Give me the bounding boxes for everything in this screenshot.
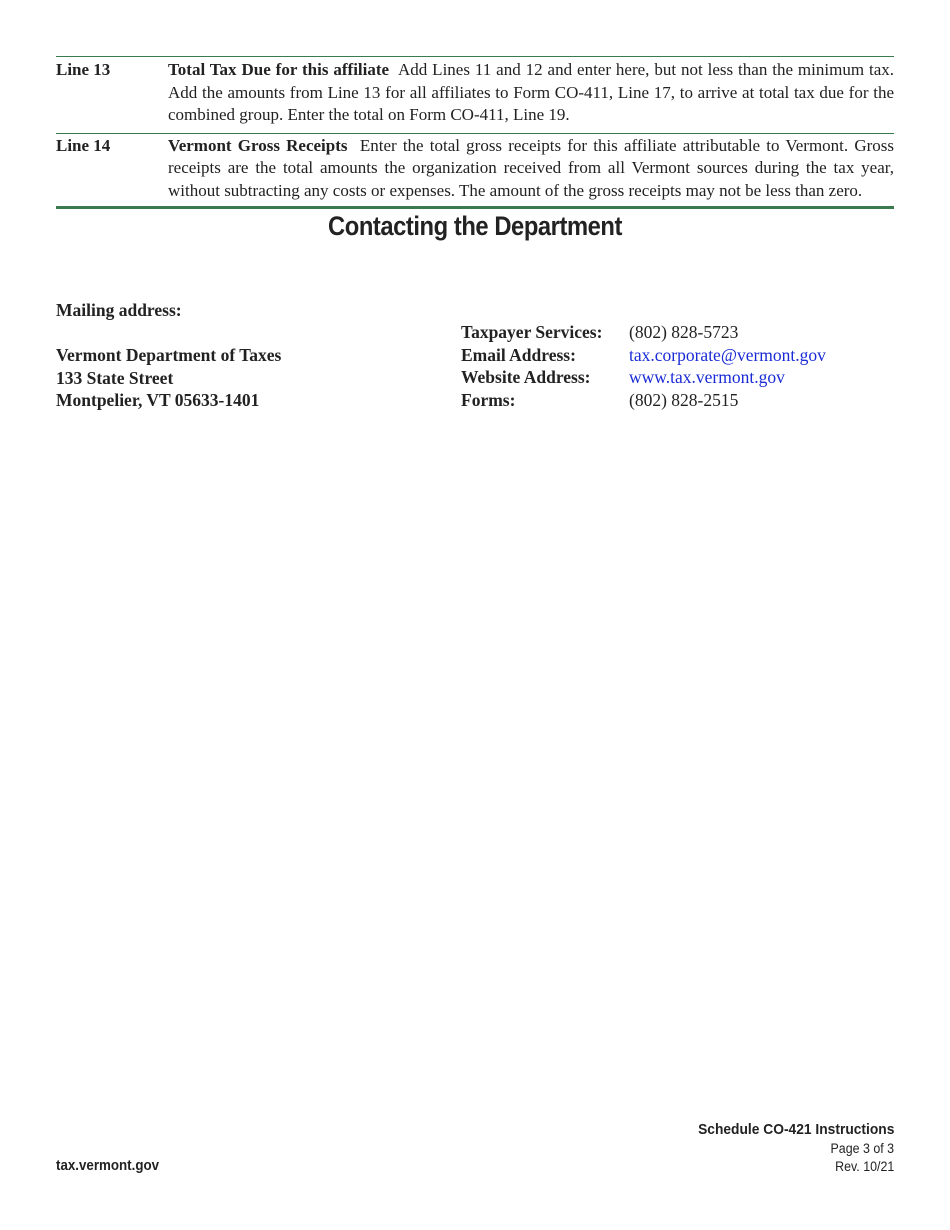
line-14-body: Enter the total gross receipts for this affiliate attributable to Vermont. Gross receipts are the total amounts the organization received from all Vermont sources during the tax year, without subtracting any costs or expenses. The amount of the gross receipts may not be less than zero.	[168, 135, 894, 200]
line-13-text	[168, 59, 894, 127]
taxpayer-services-row	[461, 321, 826, 344]
email-link[interactable]: tax.corporate@vermont.gov	[629, 344, 826, 365]
top-rule	[56, 56, 894, 57]
line-14-heading: Vermont Gross Receipts	[168, 135, 348, 155]
section-title: Contacting the Department	[328, 211, 622, 241]
footer-form-title: Schedule CO-421 Instructions	[697, 1121, 894, 1138]
line-13-body: Add Lines 11 and 12 and enter here, but not less than the minimum tax. Add the amounts from Line 13 for all affiliates to Form CO-411, Line 17, to arrive at total tax due for the combined group. Enter the total on Form CO-411, Line 19.	[168, 60, 894, 124]
line-14-text	[168, 135, 894, 203]
forms-value: (802) 828-2515	[629, 389, 739, 410]
line-14-rule	[56, 133, 894, 134]
address-line-3: Montpelier, VT 05633-1401	[56, 390, 260, 410]
email-row	[461, 344, 826, 367]
footer-website: tax.vermont.gov	[56, 1158, 160, 1174]
website-link[interactable]: www.tax.vermont.gov	[629, 367, 785, 387]
line-13-label: Line 13	[56, 60, 111, 79]
website-row	[461, 366, 826, 389]
section-rule	[56, 206, 894, 209]
address-line-2: 133 State Street	[56, 367, 174, 388]
footer-revision: Rev. 10/21	[834, 1159, 894, 1174]
mailing-label: Mailing address:	[56, 300, 182, 320]
line-13-heading: Total Tax Due for this affiliate	[168, 60, 390, 79]
footer-page-number: Page 3 of 3	[830, 1140, 894, 1156]
email-label: Email Address:	[461, 344, 576, 365]
forms-row	[461, 389, 826, 412]
website-label: Website Address:	[461, 367, 591, 387]
line-13-block	[56, 59, 894, 127]
address-block	[56, 344, 281, 412]
contact-info	[461, 321, 826, 411]
address-line-1: Vermont Department of Taxes	[56, 345, 282, 365]
footer-info	[681, 1121, 894, 1177]
forms-label: Forms:	[461, 389, 516, 410]
line-14-label: Line 14	[56, 135, 111, 155]
line-14-block	[56, 135, 894, 203]
page-content	[56, 0, 894, 242]
taxpayer-services-label: Taxpayer Services:	[461, 322, 603, 342]
taxpayer-services-value: (802) 828-5723	[629, 322, 739, 342]
